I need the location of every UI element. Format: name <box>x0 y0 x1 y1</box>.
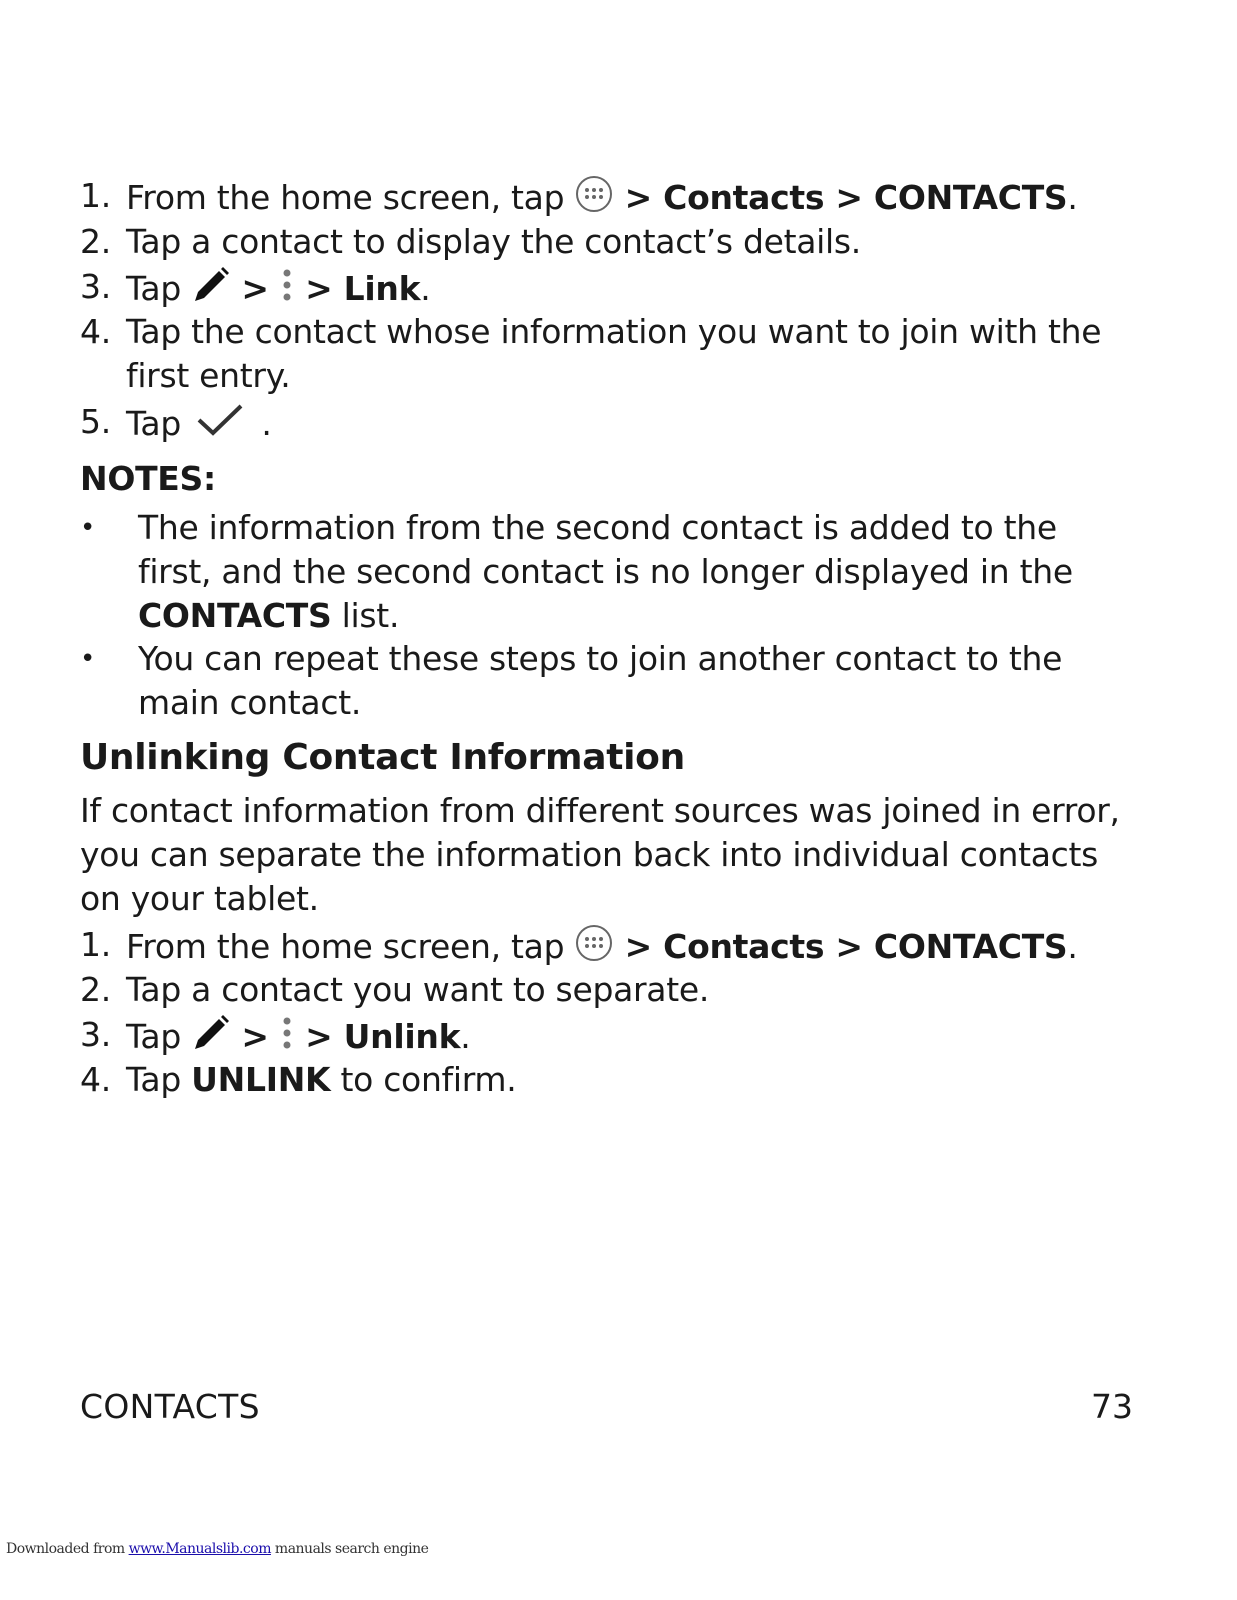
note-bold: CONTACTS <box>138 596 332 635</box>
section-para-line-2: you can separate the information back into individual contacts <box>80 835 1099 874</box>
step-text: to confirm. <box>330 1060 517 1099</box>
step-path: > Contacts > CONTACTS <box>624 178 1068 217</box>
step-text: Tap <box>126 404 181 443</box>
download-prefix: Downloaded from <box>6 1541 129 1557</box>
pencil-icon <box>191 265 231 316</box>
step-text: Tap <box>126 1060 181 1099</box>
step-period: . <box>1067 178 1078 217</box>
note-text: first, and the second contact is no longer displayed in the <box>138 552 1073 591</box>
step-number: 2. <box>80 222 111 261</box>
step-period: . <box>460 1017 471 1056</box>
overflow-menu-icon <box>279 265 295 316</box>
download-suffix: manuals search engine <box>270 1541 429 1557</box>
overflow-menu-icon <box>279 1013 295 1064</box>
step-bold: UNLINK <box>191 1060 331 1099</box>
step-text: From the home screen, tap <box>126 178 565 217</box>
step-text: Tap <box>126 1017 181 1056</box>
notes-label: NOTES: <box>80 459 216 498</box>
section-para-line-3: on your tablet. <box>80 879 319 918</box>
step-number: 3. <box>80 1015 111 1054</box>
section-heading: Unlinking Contact Information <box>80 737 685 778</box>
step-path: > Contacts > CONTACTS <box>624 927 1068 966</box>
notes-title <box>80 457 216 501</box>
bullet: • <box>80 644 96 674</box>
footer-section: CONTACTS <box>80 1387 260 1426</box>
note-text: list. <box>331 596 400 635</box>
step-number: 1. <box>80 925 111 964</box>
note-text: The information from the second contact is added to the <box>138 508 1057 547</box>
step-text: Tap a contact to display the contact’s details. <box>126 222 861 261</box>
step-separator: > <box>241 269 269 308</box>
step-text: Tap <box>126 269 181 308</box>
step-number: 4. <box>80 312 111 351</box>
section-para-line-1: If contact information from different sources was joined in error, <box>80 791 1120 830</box>
step-period: . <box>1067 927 1078 966</box>
download-notice <box>6 1541 428 1557</box>
pencil-icon <box>191 1013 231 1064</box>
step-period: . <box>420 269 431 308</box>
note-text: main contact. <box>138 683 362 722</box>
step-text: Tap the contact whose information you want to join with the <box>126 312 1102 351</box>
page-number: 73 <box>1091 1387 1133 1426</box>
step-period: . <box>261 404 272 443</box>
step-separator: > <box>241 1017 269 1056</box>
step-path: > Unlink <box>305 1017 461 1056</box>
manualslib-link[interactable]: www.Manualslib.com <box>128 1541 271 1557</box>
step-text: From the home screen, tap <box>126 927 565 966</box>
step-number: 1. <box>80 176 111 215</box>
apps-circle-icon <box>574 923 614 974</box>
step-number: 4. <box>80 1060 111 1099</box>
step-path: > Link <box>305 269 421 308</box>
step-text: Tap a contact you want to separate. <box>126 970 710 1009</box>
checkmark-icon <box>191 400 251 451</box>
note-text: You can repeat these steps to join another contact to the <box>138 639 1063 678</box>
step-number: 5. <box>80 402 111 441</box>
step-number: 2. <box>80 970 111 1009</box>
apps-circle-icon <box>574 174 614 225</box>
step-text: first entry. <box>126 356 291 395</box>
step-number: 3. <box>80 267 111 306</box>
bullet: • <box>80 513 96 543</box>
